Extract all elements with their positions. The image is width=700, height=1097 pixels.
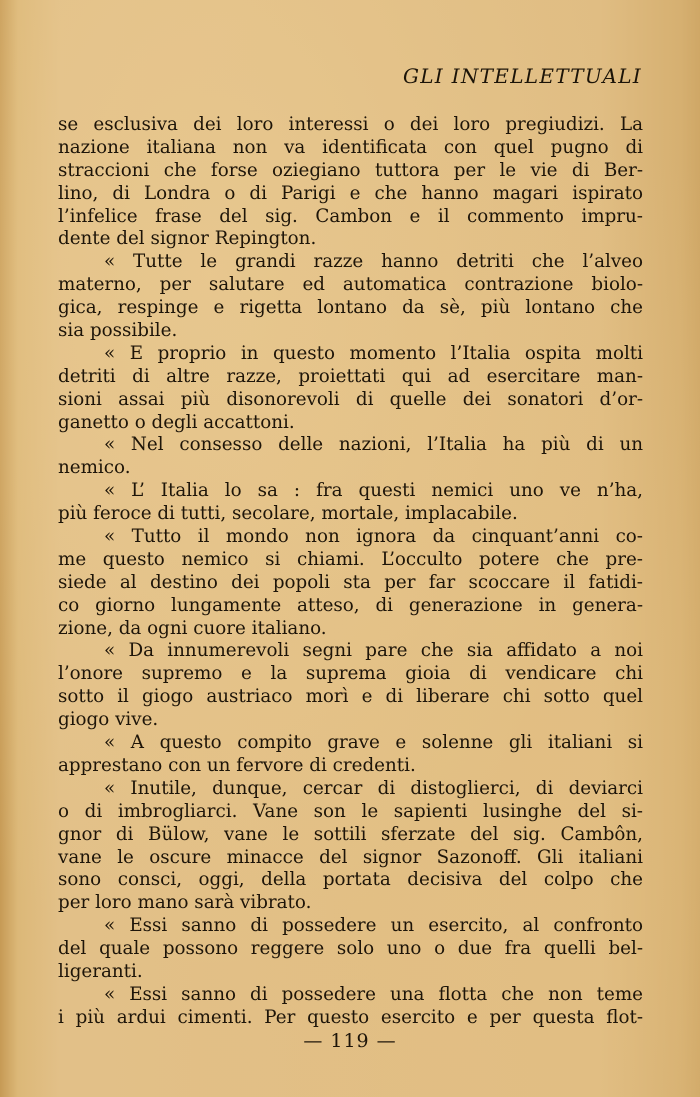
text-line: gnor di Bülow, vane le sottili sferzate del sig. Cambôn, [58, 823, 643, 845]
text-line: « A questo compito grave e solenne gli italiani si [104, 732, 643, 754]
text-line: me questo nemico si chiami. L’occulto potere che pre- [58, 548, 643, 570]
text-line: lino, di Londra o di Parigi e che hanno magari ispirato [58, 182, 643, 204]
body-text [58, 114, 643, 1030]
text-line: ganetto o degli accattoni. [58, 411, 295, 433]
text-line: « Da innumerevoli segni pare che sia affidato a noi [104, 640, 643, 662]
text-line: « Inutile, dunque, cercar di distoglierci, di deviarci [104, 777, 643, 799]
text-line: sioni assai più disonorevoli di quelle dei sonatori d’or- [58, 388, 643, 410]
text-line: se esclusiva dei loro interessi o dei loro pregiudizi. La [58, 114, 643, 135]
text-line: i più ardui cimenti. Per questo esercito e per questa flot- [58, 1006, 643, 1028]
text-line: l’infelice frase del sig. Cambon e il commento impru- [58, 205, 643, 227]
text-line: del quale possono reggere solo uno o due fra quelli bel- [58, 938, 643, 960]
text-line: « E proprio in questo momento l’Italia ospita molti [104, 342, 643, 364]
text-line: più feroce di tutti, secolare, mortale, implacabile. [58, 503, 518, 525]
text-line: ligeranti. [58, 960, 143, 982]
text-line: per loro mano sarà vibrato. [58, 892, 312, 914]
running-head: GLI INTELLETTUALI [402, 64, 642, 88]
text-line: l’onore supremo e la suprema gioia di vendicare chi [58, 663, 643, 685]
text-line: materno, per salutare ed automatica contrazione biolo- [58, 274, 643, 296]
text-line: co giorno lungamente atteso, di generazione in genera- [58, 594, 643, 616]
text-line: « Tutto il mondo non ignora da cinquant’anni co- [104, 526, 643, 548]
text-line: o di imbrogliarci. Vane son le sapienti lusinghe del si- [58, 800, 643, 822]
text-line: vane le oscure minacce del signor Sazonoff. Gli italiani [58, 846, 643, 868]
text-line: nemico. [58, 457, 131, 479]
text-line: zione, da ogni cuore italiano. [58, 617, 327, 639]
text-line: siede al destino dei popoli sta per far scoccare il fatidi- [58, 571, 643, 593]
text-line: giogo vive. [58, 709, 159, 731]
text-line: dente del signor Repington. [58, 228, 317, 250]
text-line: straccioni che forse oziegiano tuttora per le vie di Ber- [58, 159, 643, 181]
text-line: « Nel consesso delle nazioni, l’Italia ha più di un [104, 434, 643, 456]
text-line: sia possibile. [58, 320, 178, 342]
text-line: sotto il giogo austriaco morì e di liberare chi sotto quel [58, 686, 643, 708]
text-line: gica, respinge e rigetta lontano da sè, più lontano che [58, 297, 643, 319]
text-line: « Essi sanno di possedere un esercito, al confronto [104, 915, 643, 937]
page-number: — 119 — [303, 1030, 397, 1052]
text-line: sono consci, oggi, della portata decisiva del colpo che [58, 869, 643, 891]
text-line: « Essi sanno di possedere una flotta che non teme [104, 983, 643, 1005]
text-line: « Tutte le grandi razze hanno detriti che l’alveo [104, 251, 643, 273]
text-line: apprestano con un fervore di credenti. [58, 754, 416, 776]
text-line: detriti di altre razze, proiettati qui ad esercitare man- [58, 365, 643, 387]
text-line: nazione italiana non va identificata con quel pugno di [58, 136, 643, 158]
text-line: « L’ Italia lo sa : fra questi nemici uno ve n’ha, [104, 480, 643, 502]
